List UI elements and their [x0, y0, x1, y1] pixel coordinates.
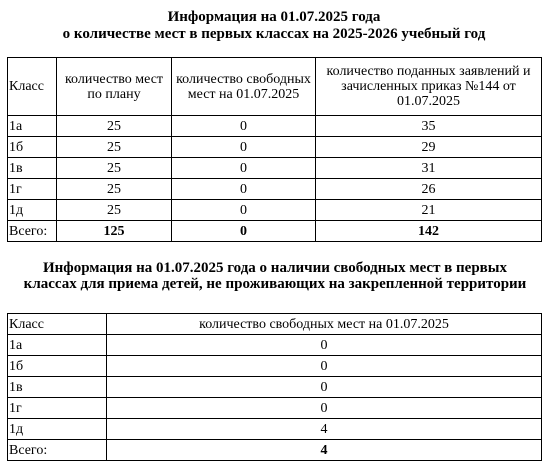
- section2-title: Информация на 01.07.2025 года о наличии свободных мест в первых классах для приема детей, не проживающих на закрепленной территории: [23, 260, 527, 292]
- table-row: [8, 179, 542, 200]
- table-row: [8, 335, 542, 356]
- section1-title: [0, 9, 548, 43]
- planned-cell: 25: [57, 158, 172, 179]
- free-cell: 0: [172, 158, 316, 179]
- table-row: [8, 200, 542, 221]
- total-applications: 142: [316, 221, 542, 242]
- header-class: Класс: [8, 58, 57, 116]
- total-label: Всего:: [8, 440, 107, 461]
- planned-cell: 25: [57, 200, 172, 221]
- table-row: [8, 356, 542, 377]
- free-places-table: [7, 313, 542, 461]
- planned-cell: 25: [57, 116, 172, 137]
- free-cell: 0: [107, 377, 542, 398]
- class-cell: 1г: [8, 398, 107, 419]
- total-planned: 125: [57, 221, 172, 242]
- planned-cell: 25: [57, 179, 172, 200]
- free-cell: 0: [107, 356, 542, 377]
- table-row: [8, 158, 542, 179]
- free-cell: 4: [107, 419, 542, 440]
- table-row: [8, 116, 542, 137]
- class-cell: 1б: [8, 356, 107, 377]
- header-class: Класс: [8, 314, 107, 335]
- total-free: 4: [107, 440, 542, 461]
- applications-cell: 21: [316, 200, 542, 221]
- places-plan-table: [7, 57, 542, 242]
- applications-cell: 31: [316, 158, 542, 179]
- section1-title-line2: о количестве мест в первых классах на 2025-2026 учебный год: [62, 26, 486, 42]
- table-header-row: [8, 58, 542, 116]
- planned-cell: 25: [57, 137, 172, 158]
- free-cell: 0: [107, 398, 542, 419]
- header-applications: количество поданных заявлений и зачисленных приказ №144 от 01.07.2025: [316, 58, 542, 116]
- table-row: [8, 377, 542, 398]
- header-planned-places: количество мест по плану: [57, 58, 172, 116]
- total-label: Всего:: [8, 221, 57, 242]
- free-cell: 0: [172, 137, 316, 158]
- free-cell: 0: [172, 116, 316, 137]
- applications-cell: 26: [316, 179, 542, 200]
- class-cell: 1а: [8, 116, 57, 137]
- class-cell: 1б: [8, 137, 57, 158]
- table-row: [8, 398, 542, 419]
- header-free-places: количество свободных мест на 01.07.2025: [107, 314, 542, 335]
- header-free-places: количество свободных мест на 01.07.2025: [172, 58, 316, 116]
- total-row: [8, 221, 542, 242]
- table-header-row: [8, 314, 542, 335]
- total-free: 0: [172, 221, 316, 242]
- free-cell: 0: [172, 200, 316, 221]
- class-cell: 1д: [8, 200, 57, 221]
- free-cell: 0: [107, 335, 542, 356]
- class-cell: 1в: [8, 377, 107, 398]
- free-cell: 0: [172, 179, 316, 200]
- class-cell: 1а: [8, 335, 107, 356]
- applications-cell: 29: [316, 137, 542, 158]
- class-cell: 1г: [8, 179, 57, 200]
- table-row: [8, 419, 542, 440]
- table-row: [8, 137, 542, 158]
- class-cell: 1д: [8, 419, 107, 440]
- section1-title-line1: Информация на 01.07.2025 года: [167, 9, 381, 25]
- applications-cell: 35: [316, 116, 542, 137]
- total-row: [8, 440, 542, 461]
- class-cell: 1в: [8, 158, 57, 179]
